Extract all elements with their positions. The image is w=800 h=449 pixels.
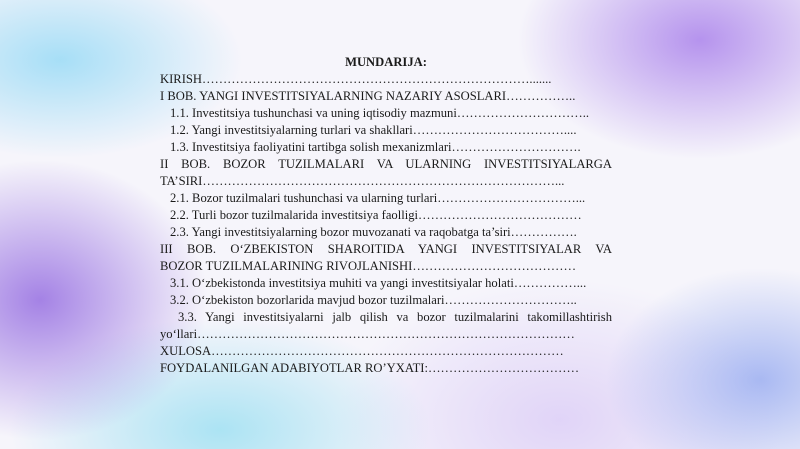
toc-entry-chapter-1: I BOB. YANGI INVESTITSIYALARNING NAZARIY ASOSLARI……………..: [160, 89, 576, 103]
toc-entry-3-2: 3.2. O‘zbekiston bozorlarida mavjud bozor tuzilmalari…………………………..: [170, 293, 577, 307]
toc-title: MUNDARIJA:: [345, 55, 427, 69]
toc-entry-2-1: 2.1. Bozor tuzilmalari tushunchasi va ularning turlari……………………………...: [170, 191, 586, 205]
toc-entry-kirish: KIRISH…………………………………………………………………….......: [160, 72, 552, 86]
toc-entry-chapter-3: III BOB. O‘ZBEKISTON SHAROITIDA YANGI INVESTITSIYALAR VA: [160, 242, 612, 256]
toc-entry-references: FOYDALANILGAN ADABIYOTLAR RO’YXATI:………………………………: [160, 361, 580, 375]
toc-entry-chapter-2-cont: TA’SIRI…………………………………………………………………………...: [160, 174, 565, 188]
toc-entry-chapter-3-cont: BOZOR TUZILMALARINING RIVOJLANISHI…………………………………: [160, 259, 577, 273]
toc-entry-1-3: 1.3. Investitsiya faoliyatini tartibga solish mexanizmlari………………………….: [170, 140, 581, 154]
toc-entry-2-3: 2.3. Yangi investitsiyalarning bozor muvozanati va raqobatga ta’siri…………….: [170, 225, 577, 239]
toc-entry-3-3-cont: yo‘llari………………………………………………………………………………: [160, 327, 575, 341]
table-of-contents: [160, 54, 612, 377]
toc-entry-3-3: 3.3. Yangi investitsiyalarni jalb qilish va bozor tuzilmalarini takomillashtirish: [178, 310, 612, 324]
toc-entry-xulosa: XULOSA…………………………………………………………………………: [160, 344, 564, 358]
toc-entry-2-2: 2.2. Turli bozor tuzilmalarida investitsiya faolligi…………………………………: [170, 208, 582, 222]
toc-entry-1-2: 1.2. Yangi investitsiyalarning turlari va shakllari………………………………....: [170, 123, 577, 137]
toc-entry-3-1: 3.1. O‘zbekistonda investitsiya muhiti va yangi investitsiyalar holati……………...: [170, 276, 587, 290]
toc-entry-1-1: 1.1. Investitsiya tushunchasi va uning iqtisodiy mazmuni…………………………..: [170, 106, 590, 120]
toc-entry-chapter-2: II BOB. BOZOR TUZILMALARI VA ULARNING INVESTITSIYALARGA: [160, 157, 612, 171]
